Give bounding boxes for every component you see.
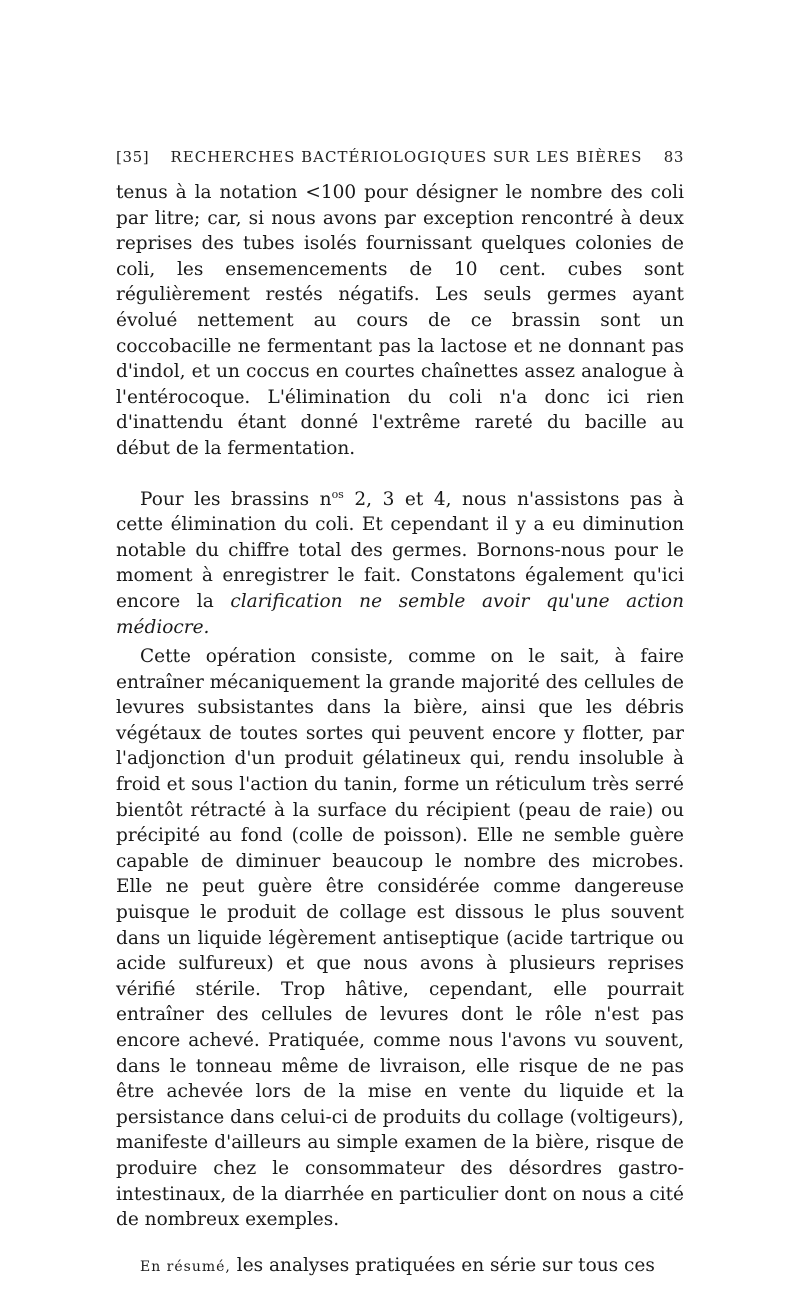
paragraph-2-part-b: 2, 3 et 4, nous n'assistons pas à cette élimination du coli. Et cependant il y a eu diminution notable du chiffre total des germes. Bornons-nous pour le moment à enregistrer le fait. Constatons également qu'ici encore la: [116, 488, 684, 612]
running-header: [116, 148, 684, 166]
paragraph-4: [116, 1253, 684, 1281]
running-title: RECHERCHES BACTÉRIOLOGIQUES SUR LES BIÈRES: [170, 148, 643, 166]
paragraph-4-rest: les analyses pratiquées en série sur tous ces: [230, 1254, 655, 1276]
page-number: 83: [663, 148, 684, 166]
paragraph-2-part-a: Pour les brassins n: [140, 488, 332, 510]
chapter-marker: [35]: [116, 148, 150, 166]
paragraph-2: [116, 487, 684, 641]
page-body: [116, 148, 684, 1280]
paragraph-1: tenus à la notation <100 pour désigner le nombre des coli par litre; car, si nous avons par exception rencontré à deux reprises des tubes isolés fournissant quelques colonies de coli, les ensemencements de 10 cent. cubes sont régulièrement restés négatifs. Les seuls germes ayant évolué nettement au cours de ce brassin sont un coccobacille ne fermentant pas la lactose et ne donnant pas d'indol, et un coccus en courtes chaînettes assez analogue à l'entérocoque. L'élimination du coli n'a donc ici rien d'inattendu étant donné l'extrême rareté du bacille au début de la fermentation.: [116, 182, 684, 459]
summary-smallcaps: En résumé,: [140, 1258, 231, 1275]
paragraph-3: Cette opération consiste, comme on le sait, à faire entraîner mécaniquement la grande majorité des cellules de levures subsistantes dans la bière, ainsi que les débris végétaux de toutes sortes qui peuvent encore y flotter, par l'adjonction d'un produit gélatineux qui, rendu insoluble à froid et sous l'action du tanin, forme un réticulum très serré bientôt rétracté à la surface du récipient (peau de raie) ou précipité au fond (colle de poisson). Elle ne semble guère capable de diminuer beaucoup le nombre des microbes. Elle ne peut guère être considérée comme dangereuse puisque le produit de collage est dissous le plus souvent dans un liquide légèrement antiseptique (acide tartrique ou acide sulfureux) et que nous avons à plusieurs reprises vérifié stérile. Trop hâtive, cependant, elle pourrait entraîner des cellules de levures dont le rôle n'est pas encore achevé. Pratiquée, comme nous l'avons vu souvent, dans le tonneau même de livraison, elle risque de ne pas être achevée lors de la mise en vente du liquide et la persistance dans celui-ci de produits du collage (voltigeurs), manifeste d'ailleurs au simple examen de la bière, risque de produire chez le consommateur des désordres gastro-intestinaux, de la diarrhée en particulier dont on nous a cité de nombreux exemples.: [116, 646, 684, 1231]
paragraph-2-italic: clarification ne semble avoir qu'une action médiocre.: [116, 590, 684, 638]
numero-superscript: os: [331, 487, 344, 501]
